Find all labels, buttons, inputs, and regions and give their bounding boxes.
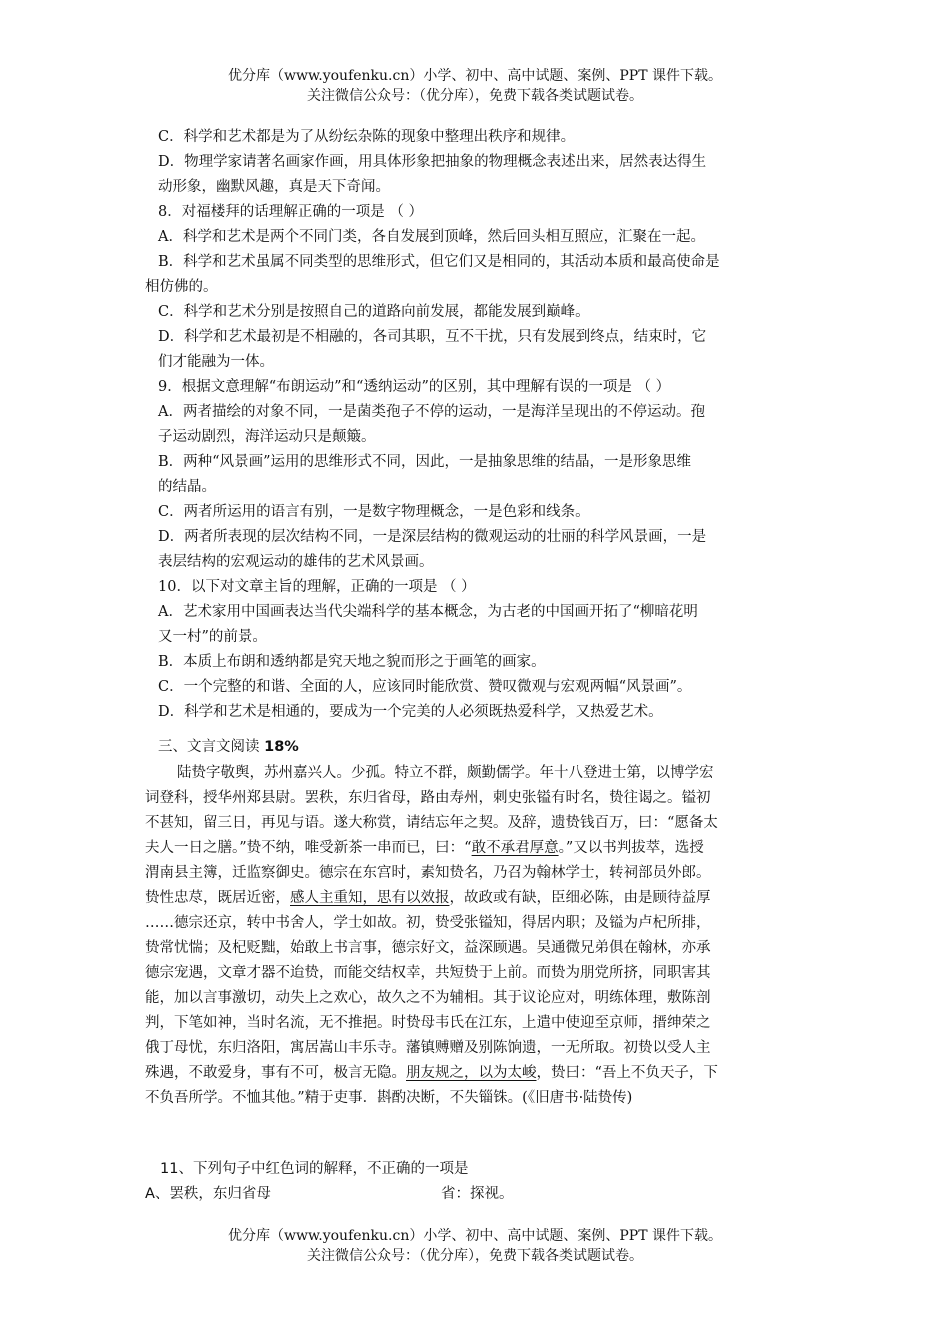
q10-option-a-line2: 又一村”的前景。 bbox=[158, 629, 267, 645]
q8-option-b-line2: 相仿佛的。 bbox=[145, 279, 218, 295]
q10-option-a-line1: A．艺术家用中国画表达当代尖端科学的基本概念，为古老的中国画开拓了“柳暗花明 bbox=[158, 604, 698, 620]
q8-option-b-line1: B．科学和艺术虽属不同类型的思维形式，但它们又是相同的，其活动本质和最高使命是 bbox=[158, 254, 720, 270]
passage-line: 不负吾所学。不恤其他。”精于吏事．斟酌决断，不失锱铢。(《旧唐书·陆贽传) bbox=[145, 1090, 633, 1106]
passage-line: 不甚知，留三日，再见与语。遂大称赏，请结忘年之契。及辞，遗贽钱百万，曰：“愿备太 bbox=[145, 815, 718, 831]
passage-text: 。”又以书判拔萃，选授 bbox=[558, 840, 704, 856]
page-header bbox=[0, 66, 950, 106]
passage-line: 渭南县主簿，迁监察御史。德宗在东宫时，素知贽名，乃召为翰林学士，转祠部员外郎。 bbox=[145, 865, 711, 881]
q8-stem: 8．对福楼拜的话理解正确的一项是 （ ） bbox=[158, 204, 423, 220]
passage-line: 德宗宠遇，文章才器不迨贽，而能交结权幸，共短贽于上前。而贽为朋党所挤，同职害其 bbox=[145, 965, 711, 981]
q9-stem: 9．根据文意理解“布朗运动”和“透纳运动”的区别，其中理解有误的一项是 （ ） bbox=[158, 379, 671, 395]
passage-line: 俄丁母忧，东归洛阳，寓居嵩山丰乐寺。藩镇赙赠及别陈饷遗，一无所取。初贽以受人主 bbox=[145, 1040, 711, 1056]
section-3-title bbox=[158, 737, 299, 757]
passage-text: 殊遇，不敢爱身，事有不可，极言无隐。 bbox=[145, 1065, 406, 1081]
underlined-phrase: 朋友规之，以为太峻 bbox=[406, 1065, 537, 1081]
passage-line bbox=[145, 888, 711, 908]
section-3-score: 18% bbox=[264, 739, 299, 755]
section-3-label: 三、文言文阅读 bbox=[158, 739, 265, 755]
passage-line: 词登科，授华州郑县尉。罢秩，东归省母，路由寿州，刺史张镒有时名，贽往谒之。镒初 bbox=[145, 790, 711, 806]
q9-option-b-line1: B．两种“风景画”运用的思维形式不同，因此，一是抽象思维的结晶，一是形象思维 bbox=[158, 454, 691, 470]
q8-option-a: A．科学和艺术是两个不同门类，各自发展到顶峰，然后回头相互照应，汇聚在一起。 bbox=[158, 229, 705, 245]
q10-option-d: D．科学和艺术是相通的，要成为一个完美的人必须既热爱科学，又热爱艺术。 bbox=[158, 704, 663, 720]
q9-option-d-line1: D．两者所表现的层次结构不同，一是深层结构的微观运动的壮丽的科学风景画，一是 bbox=[158, 529, 707, 545]
passage-line bbox=[145, 838, 704, 858]
q9-option-b-line2: 的结晶。 bbox=[158, 479, 216, 495]
q7-option-d-line2: 动形象，幽默风趣，真是天下奇闻。 bbox=[158, 179, 390, 195]
q9-option-d-line2: 表层结构的宏观运动的雄伟的艺术风景画。 bbox=[158, 554, 434, 570]
passage-text: ，故政或有缺，臣细必陈，由是顾待益厚 bbox=[449, 890, 711, 906]
header-line-2: 关注微信公众号：（优分库），免费下载各类试题试卷。 bbox=[307, 88, 643, 104]
passage-text: 贽性忠荩，既居近密， bbox=[145, 890, 290, 906]
passage-text: ，贽曰：“吾上不负天子，下 bbox=[536, 1065, 718, 1081]
passage-line: 贽常忧惴；及杞贬黜，始敢上书言事，德宗好文，益深顾遇。吴通微兄弟俱在翰林，亦承 bbox=[145, 940, 711, 956]
q11-stem: 11、下列句子中红色词的解释，不正确的一项是 bbox=[160, 1161, 469, 1177]
q10-option-b: B．本质上布朗和透纳都是究天地之貌而形之于画笔的画家。 bbox=[158, 654, 546, 670]
passage-line: 判，下笔如神，当时名流，无不推挹。时贽母韦氏在江东，上遣中使迎至京师，搢绅荣之 bbox=[145, 1015, 711, 1031]
q10-stem: 10．以下对文章主旨的理解，正确的一项是 （ ） bbox=[158, 579, 476, 595]
q8-option-c: C．科学和艺术分别是按照自己的道路向前发展，都能发展到巅峰。 bbox=[158, 304, 590, 320]
header-line-1: 优分库（www.youfenku.cn）小学、初中、高中试题、案例、PPT 课件下载。 bbox=[227, 68, 722, 84]
q8-option-d-line1: D．科学和艺术最初是不相融的，各司其职，互不干扰，只有发展到终点，结束时，它 bbox=[158, 329, 707, 345]
passage-line bbox=[145, 1063, 718, 1083]
q11-option-a: A、罢秩，东归省母 bbox=[145, 1186, 271, 1202]
footer-line-1: 优分库（www.youfenku.cn）小学、初中、高中试题、案例、PPT 课件下载。 bbox=[227, 1228, 722, 1244]
q9-option-c: C．两者所运用的语言有别，一是数字物理概念，一是色彩和线条。 bbox=[158, 504, 590, 520]
q10-option-c: C．一个完整的和谐、全面的人，应该同时能欣赏、赞叹微观与宏观两幅“风景画”。 bbox=[158, 679, 692, 695]
page-footer bbox=[0, 1226, 950, 1266]
underlined-phrase: 敢不承君厚意 bbox=[471, 840, 559, 856]
underlined-phrase: 感人主重知，思有以效报 bbox=[290, 890, 450, 906]
q7-option-c: C．科学和艺术都是为了从纷纭杂陈的现象中整理出秩序和规律。 bbox=[158, 129, 576, 145]
q9-option-a-line2: 子运动剧烈，海洋运动只是颠簸。 bbox=[158, 429, 376, 445]
passage-line: 能，加以言事激切，动失上之欢心，故久之不为辅相。其于议论应对，明练体理，敷陈剖 bbox=[145, 990, 711, 1006]
q8-option-d-line2: 们才能融为一体。 bbox=[158, 354, 274, 370]
q9-option-a-line1: A．两者描绘的对象不同，一是菌类孢子不停的运动，一是海洋呈现出的不停运动。孢 bbox=[158, 404, 705, 420]
passage-line: ……德宗还京，转中书舍人，学士如故。初，贽受张镒知，得居内职；及镒为卢杞所排， bbox=[145, 915, 711, 931]
footer-line-2: 关注微信公众号：（优分库），免费下载各类试题试卷。 bbox=[307, 1248, 643, 1264]
q7-option-d-line1: D．物理学家请著名画家作画，用具体形象把抽象的物理概念表述出来，居然表达得生 bbox=[158, 154, 707, 170]
passage-text: 夫人一日之膳。”贽不纳，唯受新茶一串而已，曰：“ bbox=[145, 840, 472, 856]
q11-option-a-gloss: 省：探视。 bbox=[441, 1186, 514, 1202]
passage-line: 陆贽字敬舆，苏州嘉兴人。少孤。特立不群，颇勤儒学。年十八登进士第，以博学宏 bbox=[177, 765, 714, 781]
